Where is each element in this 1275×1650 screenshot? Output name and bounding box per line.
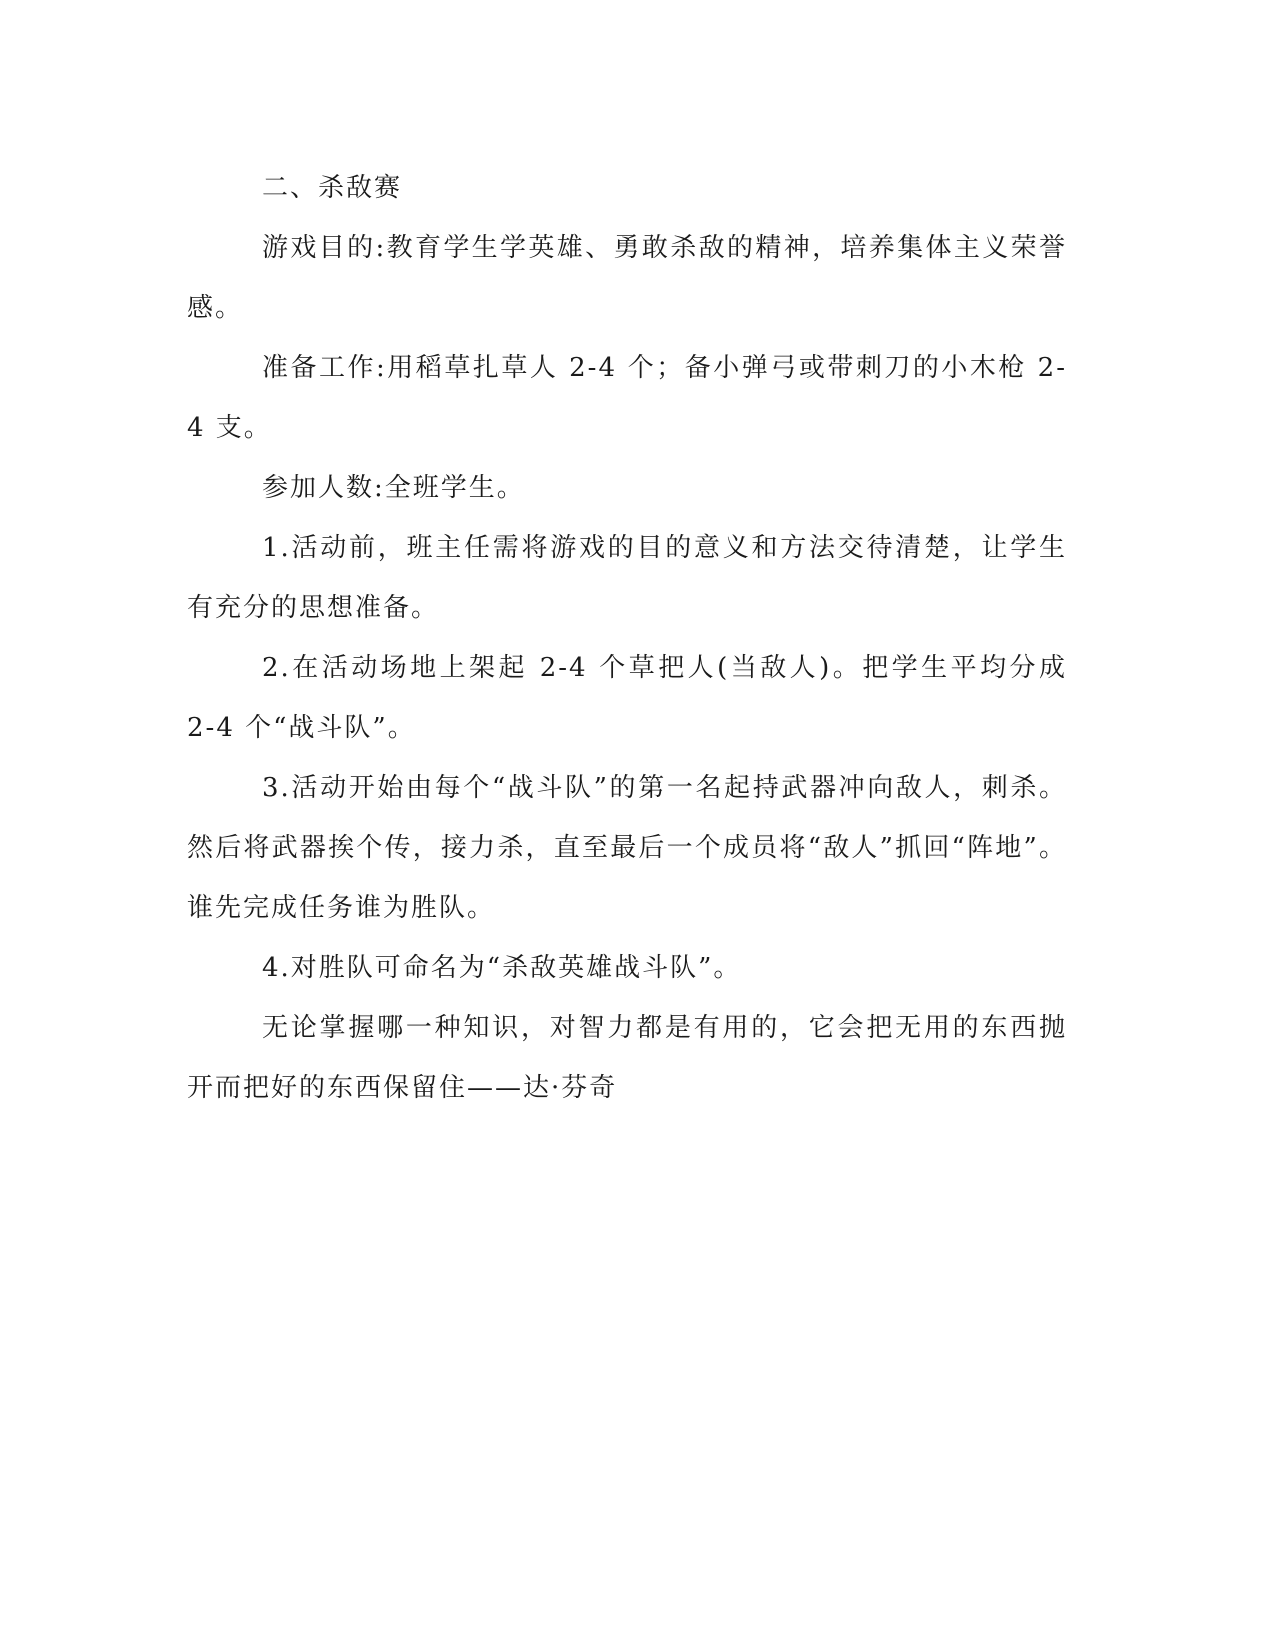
paragraph-participants: 参加人数:全班学生。 [262,473,525,503]
document-body [187,158,1067,1118]
section-heading: 二、杀敌赛 [262,173,403,203]
paragraph-quote: 无论掌握哪一种知识，对智力都是有用的，它会把无用的东西抛开而把好的东西保留住——达·芬奇 [187,1013,1067,1103]
paragraph-step-4: 4.对胜队可命名为“杀敌英雄战斗队”。 [262,953,742,983]
paragraph-step-2: 2.在活动场地上架起 2-4 个草把人(当敌人)。把学生平均分成 2-4 个“战斗队”。 [187,653,1067,743]
paragraph-step-3: 3.活动开始由每个“战斗队”的第一名起持武器冲向敌人，刺杀。然后将武器挨个传，接力杀，直至最后一个成员将“敌人”抓回“阵地”。谁先完成任务谁为胜队。 [187,773,1067,923]
paragraph-step-1: 1.活动前，班主任需将游戏的目的意义和方法交待清楚，让学生有充分的思想准备。 [187,533,1067,623]
paragraph-purpose: 游戏目的:教育学生学英雄、勇敢杀敌的精神，培养集体主义荣誉感。 [187,233,1067,323]
paragraph-preparation: 准备工作:用稻草扎草人 2-4 个；备小弹弓或带刺刀的小木枪 2-4 支。 [187,353,1067,443]
